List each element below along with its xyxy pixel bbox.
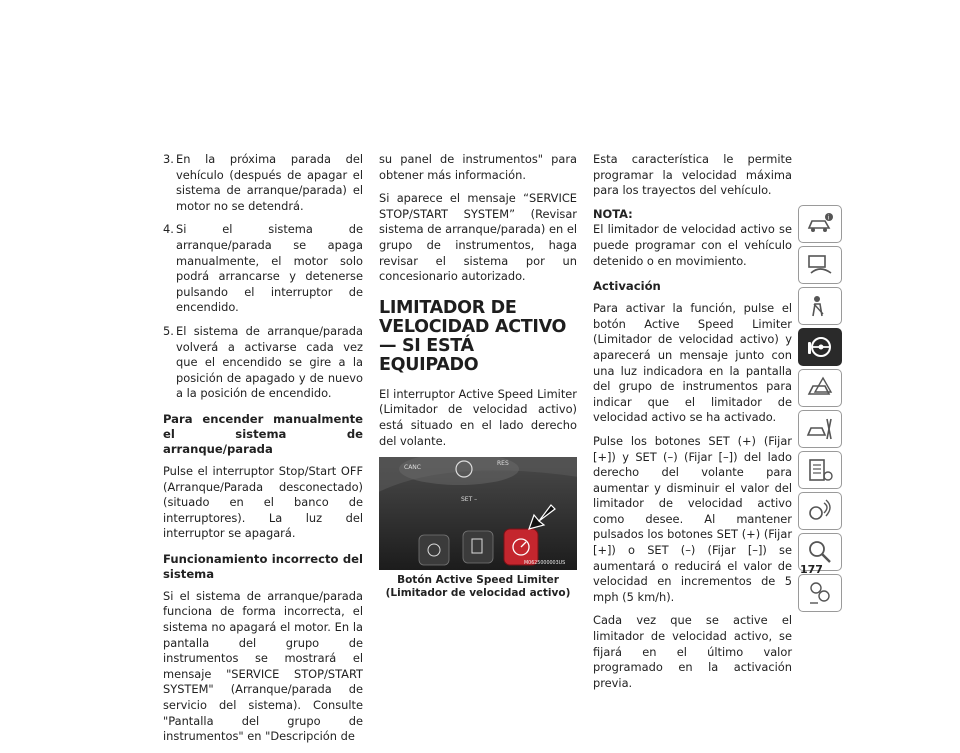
page-number: 177 [800,563,823,576]
section-heading-malfunction: Funcionamiento incorrecto del sistema [163,551,363,581]
paragraph: Cada vez que se active el limitador de velocidad activo, se fijará en el último valor programado en la activación previa. [593,613,792,690]
list-text: En la próxima parada del vehículo (después de apagar el sistema de arranque/parada) el motor no se detendrá. [176,152,363,213]
steering-wheel-icon [805,333,835,361]
list-text: Si el sistema de arranque/parada se apaga manualmente, el motor solo podrá arrancarse y detenerse pulsando el interruptor de encendido. [176,222,363,315]
svg-text:i: i [827,214,830,222]
car-service-tools-icon [805,415,835,443]
section-title-speed-limiter: LIMITADOR DE VELOCIDAD ACTIVO — SI ESTÁ EQUIPADO [379,297,567,375]
column-right [593,152,792,699]
paragraph: Pulse el interruptor Stop/Start OFF (Arranque/Parada desconectado) (situado en el banco de interruptores). La luz del interruptor se apagará. [163,463,363,541]
list-number: 5. [163,323,174,338]
canc-label: CANC [404,464,421,472]
list-item [163,222,363,316]
multimedia-icon [805,497,835,525]
seatbelt-airbag-icon [805,292,835,320]
paragraph: Si aparece el mensaje “SERVICE STOP/START SYSTEM” (Revisar sistema de arranque/parada) en el grupo de instrumentos, haga revisar el sistema por un concesionario autorizado. [379,191,577,284]
column-left [163,152,363,753]
tab-multimedia[interactable] [798,492,842,530]
steering-wheel-switch-illustration [379,457,577,570]
note-label: NOTA: [593,206,633,221]
chapter-tabs [798,205,842,615]
tab-safety[interactable] [798,287,842,325]
figure-code: M0625000003US [524,561,566,567]
paragraph: su panel de instrumentos" para obtener más información. [379,152,577,182]
car-crash-warning-icon [805,374,835,402]
note-text: El limitador de velocidad activo se puede programar con el vehículo detenido o en movimiento. [593,222,792,268]
car-info-icon [805,210,835,238]
section-heading-activation: Activación [593,279,661,294]
paragraph: Pulse los botones SET (+) (Fijar [+]) y SET (–) (Fijar [–]) del lado derecho del volante para aumentar y disminuir el valor del limitador de velocidad activo como desee. Al mantener pulsados los botones SET (+) (Fijar [+]) o SET (–) (Fijar [–]) se aumentará o reducirá el valor de velocidad en incrementos de 5 mph (5 km/h). [593,433,792,604]
paragraph: Si el sistema de arranque/parada funciona de forma incorrecta, el sistema no apagará el motor. En la pantalla del grupo de instrumentos se mostrará el mensaje "SERVICE STOP/START SYSTEM" (Arranque/parada de servicio del sistema). Consulte "Pantalla del grupo de instrumentos" en "Descripción de [163,588,363,744]
tab-emergency[interactable] [798,369,842,407]
section-heading-manual-start: Para encender manualmente el sistema de arranque/parada [163,411,363,456]
column-middle [379,152,577,608]
maintenance-list-icon [805,456,835,484]
tab-car-info[interactable] [798,205,842,243]
dashboard-message-icon [805,251,835,279]
tab-dashboard[interactable] [798,246,842,284]
set-minus-label: SET – [461,496,478,504]
magnifier-search-icon [805,538,835,566]
steering-wheel-switch-photo [379,457,577,570]
tab-starting-driving[interactable] [798,328,842,366]
list-item [163,324,363,402]
list-text: El sistema de arranque/parada volverá a activarse cada vez que el encendido se gire a la posición de apagado y de nuevo a la posición de encendido. [176,323,363,401]
tab-maintenance[interactable] [798,451,842,489]
language-index-icon [805,579,835,607]
list-item [163,152,363,214]
paragraph: Esta característica le permite programar la velocidad máxima para los trayectos del vehículo. [593,152,792,198]
tab-languages[interactable] [798,574,842,612]
res-label: RES [497,460,509,468]
list-number: 3. [163,152,174,166]
note [593,207,792,269]
paragraph: Para activar la función, pulse el botón Active Speed Limiter (Limitador de velocidad activo) y aparecerá un mensaje junto con una luz indicadora en la pantalla del grupo de instrumentos para indicar que el limitador de velocidad activo se ha activado. [593,301,792,425]
tab-service[interactable] [798,410,842,448]
paragraph: El interruptor Active Speed Limiter (Limitador de velocidad activo) está situado en el lado derecho del volante. [379,386,577,448]
list-number: 4. [163,222,174,237]
figure-caption: Botón Active Speed Limiter (Limitador de velocidad activo) [385,574,571,600]
